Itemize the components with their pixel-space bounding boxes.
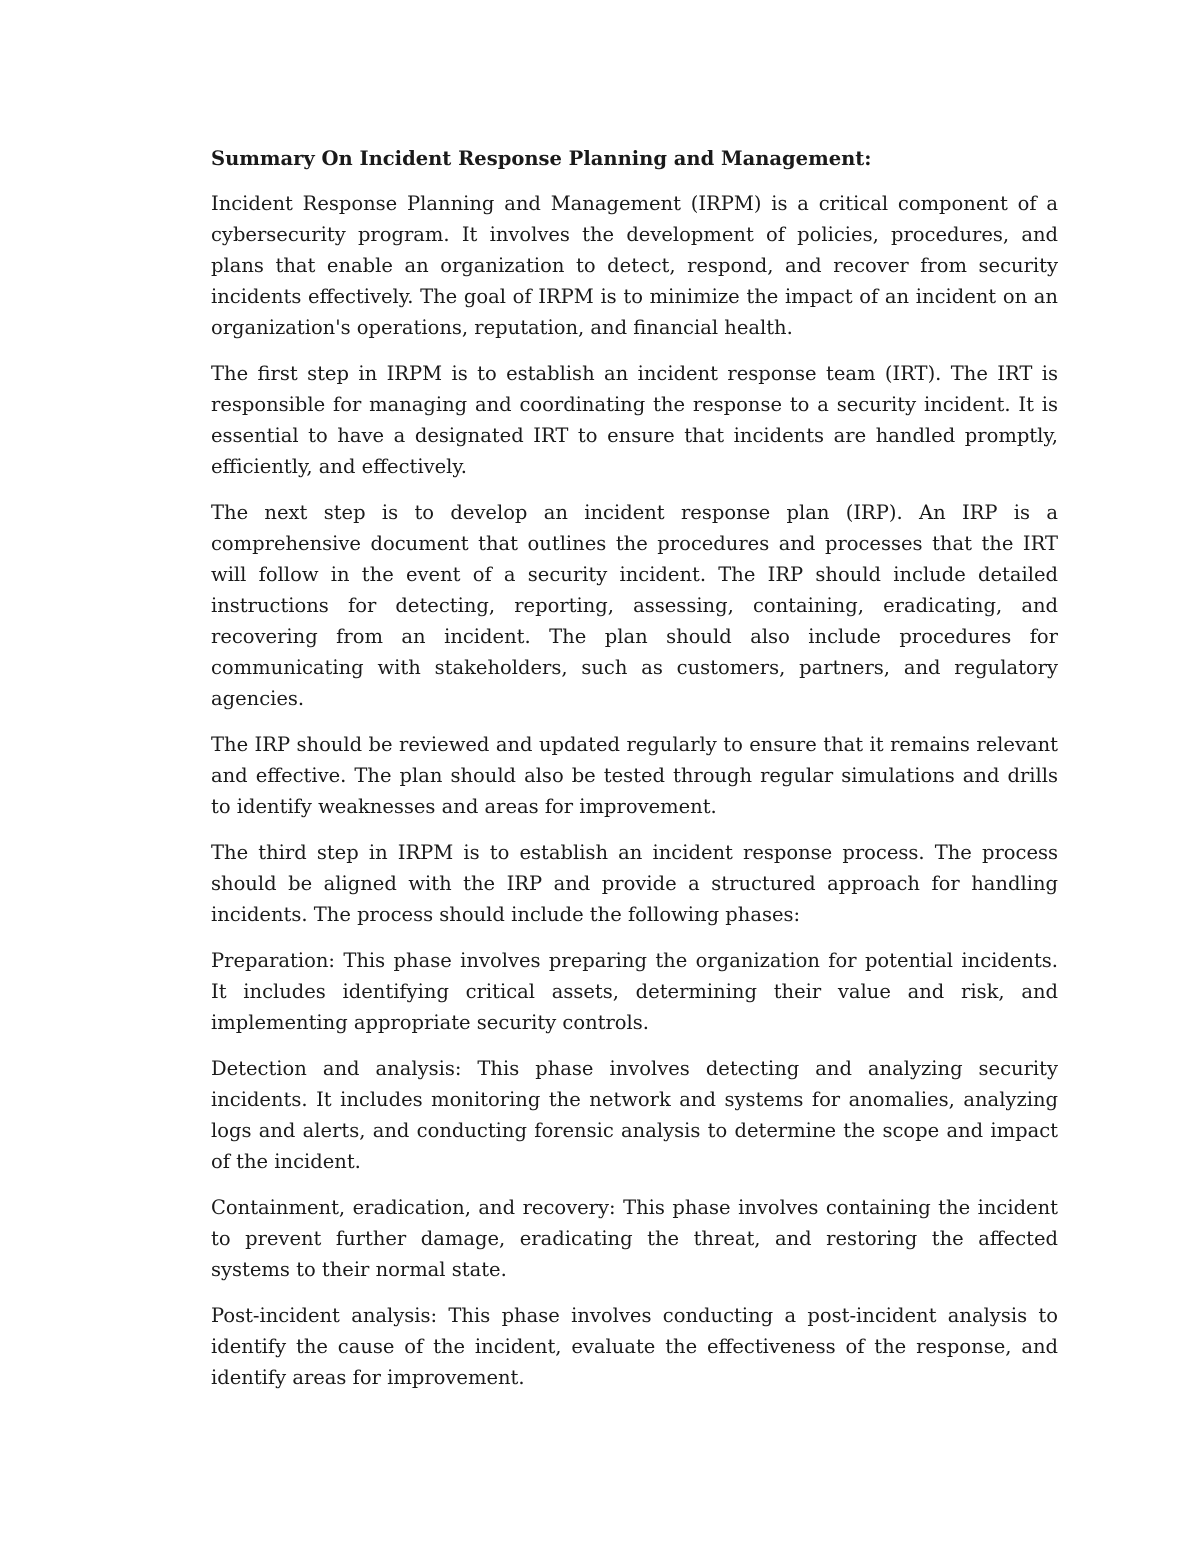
document-body: [211, 143, 1058, 1408]
paragraph-next-step: The next step is to develop an incident response plan (IRP). An IRP is a comprehensive document that outlines the procedures and processes that the IRT will follow in the event of a security incident. The IRP should include detailed instructions for detecting, reporting, assessing, containing, eradicating, and recovering from an incident. The plan should also include procedures for communicating with stakeholders, such as customers, partners, and regulatory agencies.: [211, 501, 1058, 710]
paragraph-preparation: Preparation: This phase involves preparing the organization for potential incidents. It includes identifying critical assets, determining their value and risk, and implementing appropriate security controls.: [211, 949, 1058, 1034]
document-title: Summary On Incident Response Planning and Management:: [211, 147, 872, 170]
paragraph-detection: Detection and analysis: This phase involves detecting and analyzing security incidents. It includes monitoring the network and systems for anomalies, analyzing logs and alerts, and conducting forensic analysis to determine the scope and impact of the incident.: [211, 1057, 1058, 1173]
paragraph-third-step: The third step in IRPM is to establish an incident response process. The process should be aligned with the IRP and provide a structured approach for handling incidents. The process should include the following phases:: [211, 841, 1058, 926]
paragraph-review: The IRP should be reviewed and updated regularly to ensure that it remains relevant and effective. The plan should also be tested through regular simulations and drills to identify weaknesses and areas for improvement.: [211, 733, 1058, 818]
paragraph-post-incident: Post-incident analysis: This phase involves conducting a post-incident analysis to identify the cause of the incident, evaluate the effectiveness of the response, and identify areas for improvement.: [211, 1304, 1058, 1389]
paragraph-first-step: The first step in IRPM is to establish an incident response team (IRT). The IRT is responsible for managing and coordinating the response to a security incident. It is essential to have a designated IRT to ensure that incidents are handled promptly, efficiently, and effectively.: [211, 362, 1058, 478]
paragraph-containment: Containment, eradication, and recovery: This phase involves containing the incident to prevent further damage, eradicating the threat, and restoring the affected systems to their normal state.: [211, 1196, 1058, 1281]
paragraph-intro: Incident Response Planning and Management (IRPM) is a critical component of a cybersecurity program. It involves the development of policies, procedures, and plans that enable an organization to detect, respond, and recover from security incidents effectively. The goal of IRPM is to minimize the impact of an incident on an organization's operations, reputation, and financial health.: [211, 192, 1058, 339]
